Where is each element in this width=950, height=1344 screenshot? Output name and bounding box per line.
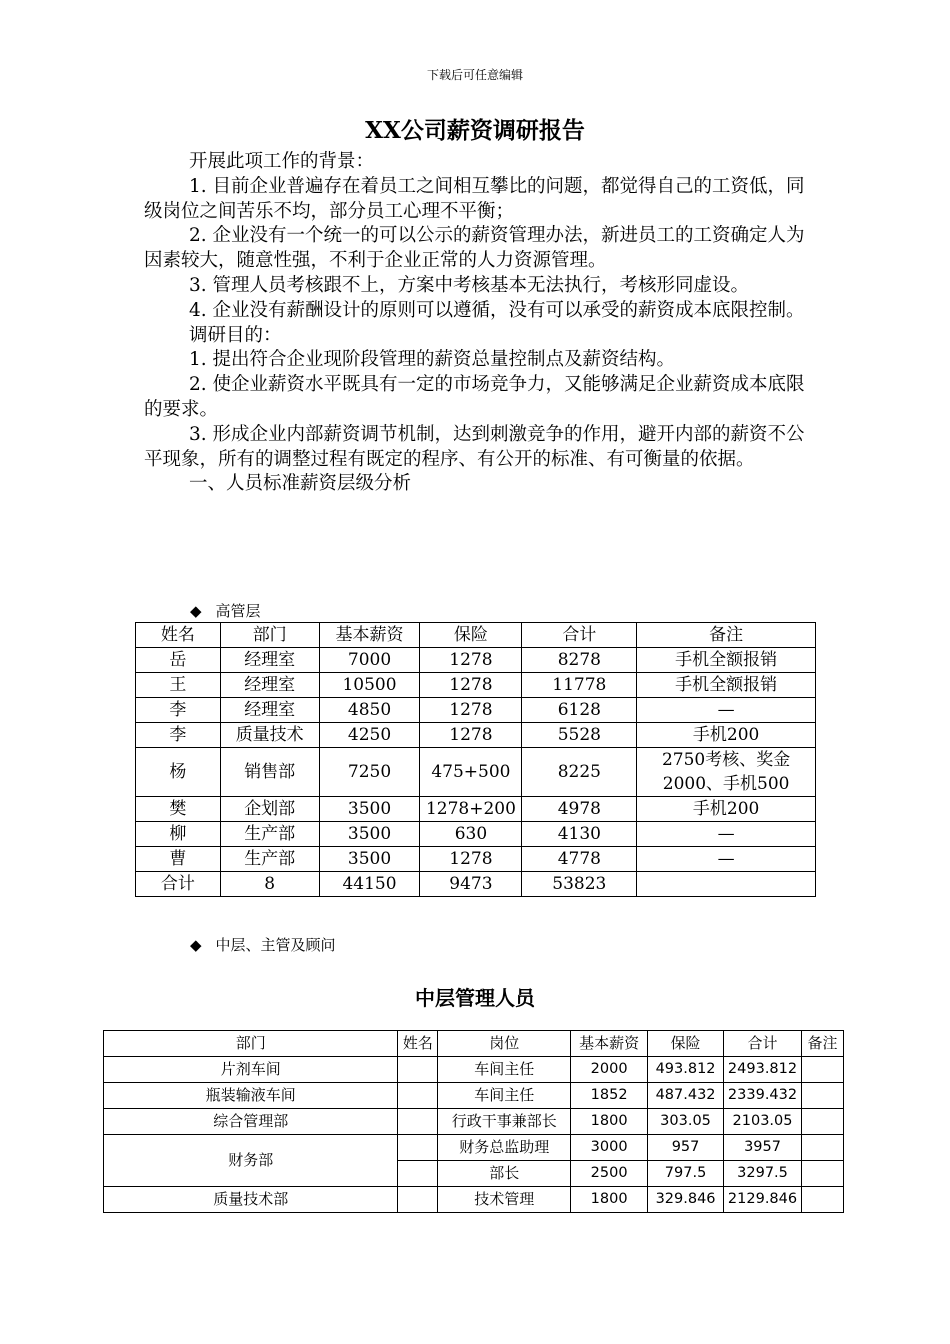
cell-post: 车间主任 [438,1083,571,1109]
cell-base: 1800 [571,1109,648,1135]
cell-dept: 8 [220,872,319,897]
cell-post: 车间主任 [438,1057,571,1083]
cell-total: 2129.846 [724,1187,802,1213]
purpose-item: 3. 形成企业内部薪资调节机制，达到刺激竞争的作用，避开内部的薪资不公平现象，所有的调整过程有既定的程序、有公开的标准、有可衡量的依据。 [144,423,805,470]
middle-salary-table [103,1030,844,1213]
cell-post: 部长 [438,1161,571,1187]
cell-total: 3297.5 [724,1161,802,1187]
table-row [136,648,816,673]
cell-insurance: 1278 [420,648,522,673]
background-heading: 开展此项工作的背景： [189,151,375,172]
table-total-row [136,872,816,897]
cell-dept: 质量技术部 [104,1187,398,1213]
cell-note: 手机全额报销 [637,648,816,673]
table-row [104,1109,844,1135]
header-cell: 备注 [802,1031,844,1057]
bullet-middle [190,934,336,955]
cell-insurance: 1278+200 [420,797,522,822]
cell-base: 10500 [319,673,420,698]
cell-note: 手机200 [637,723,816,748]
cell-name: 合计 [136,872,221,897]
cell-total: 3957 [724,1135,802,1161]
table-row [136,822,816,847]
cell-note [802,1083,844,1109]
cell-base: 1852 [571,1083,648,1109]
header-cell: 合计 [522,623,637,648]
cell-total: 8278 [522,648,637,673]
cell-note: 手机200 [637,797,816,822]
cell-base: 3500 [319,822,420,847]
cell-name [398,1083,438,1109]
cell-base: 3500 [319,797,420,822]
cell-dept: 生产部 [220,847,319,872]
cell-base: 3000 [571,1135,648,1161]
cell-name [398,1161,438,1187]
cell-base: 7000 [319,648,420,673]
cell-dept: 质量技术 [220,723,319,748]
cell-insurance: 1278 [420,698,522,723]
cell-post: 行政干事兼部长 [438,1109,571,1135]
table-header-row [104,1031,844,1057]
background-item: 2. 企业没有一个统一的可以公示的薪资管理办法，新进员工的工资确定人为因素较大，随意性强，不利于企业正常的人力资源管理。 [144,225,805,272]
background-item: 3. 管理人员考核跟不上，方案中考核基本无法执行，考核形同虚设。 [189,274,750,296]
background-item: 4. 企业没有薪酬设计的原则可以遵循，没有可以承受的薪资成本底限控制。 [189,299,805,321]
header-cell: 基本薪资 [571,1031,648,1057]
header-cell: 备注 [637,623,816,648]
cell-note: 手机全额报销 [637,673,816,698]
report-body [144,150,809,497]
cell-insurance: 9473 [420,872,522,897]
cell-dept: 经理室 [220,673,319,698]
cell-post: 技术管理 [438,1187,571,1213]
cell-note [637,872,816,897]
table-row [136,847,816,872]
cell-note [802,1161,844,1187]
cell-insurance: 1278 [420,723,522,748]
header-cell: 基本薪资 [319,623,420,648]
cell-total: 5528 [522,723,637,748]
cell-total: 8225 [522,748,637,797]
cell-total: 11778 [522,673,637,698]
cell-name: 李 [136,723,221,748]
cell-insurance: 329.846 [648,1187,724,1213]
cell-total: 53823 [522,872,637,897]
cell-insurance: 630 [420,822,522,847]
bullet-senior [190,600,261,621]
purpose-heading: 调研目的： [189,324,282,346]
cell-note: 2750考核、奖金2000、手机500 [637,748,816,797]
purpose-item: 2. 使企业薪资水平既具有一定的市场竞争力，又能够满足企业薪资成本底限的要求。 [144,374,805,420]
cell-base: 3500 [319,847,420,872]
cell-note [802,1057,844,1083]
cell-base: 7250 [319,748,420,797]
cell-name [398,1057,438,1083]
cell-dept: 销售部 [220,748,319,797]
diamond-bullet-icon: ◆ [190,602,202,620]
cell-note [802,1135,844,1161]
cell-base: 1800 [571,1187,648,1213]
cell-name: 樊 [136,797,221,822]
cell-post: 财务总监助理 [438,1135,571,1161]
table-row [104,1187,844,1213]
header-cell: 合计 [724,1031,802,1057]
cell-total: 2493.812 [724,1057,802,1083]
cell-insurance: 1278 [420,673,522,698]
header-cell: 姓名 [136,623,221,648]
diamond-bullet-icon: ◆ [190,936,202,954]
table-row [104,1083,844,1109]
table-row [136,723,816,748]
header-cell: 保险 [420,623,522,648]
cell-insurance: 1278 [420,847,522,872]
cell-name [398,1135,438,1161]
table-row [136,673,816,698]
cell-base: 4250 [319,723,420,748]
cell-insurance: 303.05 [648,1109,724,1135]
cell-insurance: 487.432 [648,1083,724,1109]
bullet-label: 中层、主管及顾问 [215,936,336,954]
table-row [104,1057,844,1083]
cell-total: 2339.432 [724,1083,802,1109]
cell-insurance: 493.812 [648,1057,724,1083]
header-cell: 岗位 [438,1031,571,1057]
document-title: XX公司薪资调研报告 [365,117,585,144]
cell-dept: 生产部 [220,822,319,847]
table-row [136,698,816,723]
cell-name: 岳 [136,648,221,673]
cell-dept: 瓶装输液车间 [104,1083,398,1109]
cell-total: 6128 [522,698,637,723]
cell-insurance: 797.5 [648,1161,724,1187]
cell-dept: 企划部 [220,797,319,822]
cell-dept: 经理室 [220,698,319,723]
cell-name: 曹 [136,847,221,872]
cell-total: 2103.05 [724,1109,802,1135]
cell-base: 2500 [571,1161,648,1187]
cell-note [802,1109,844,1135]
header-note: 下载后可任意编辑 [426,68,523,82]
cell-base: 4850 [319,698,420,723]
cell-name: 王 [136,673,221,698]
cell-name: 柳 [136,822,221,847]
cell-dept: 综合管理部 [104,1109,398,1135]
header-cell: 姓名 [398,1031,438,1057]
cell-name: 杨 [136,748,221,797]
cell-insurance: 957 [648,1135,724,1161]
cell-name: 李 [136,698,221,723]
table-row [136,748,816,797]
cell-name [398,1109,438,1135]
table-header-row [136,623,816,648]
header-cell: 部门 [220,623,319,648]
cell-note: — [637,822,816,847]
cell-base: 2000 [571,1057,648,1083]
cell-note: — [637,698,816,723]
purpose-item: 1. 提出符合企业现阶段管理的薪资总量控制点及薪资结构。 [189,349,676,371]
cell-note [802,1187,844,1213]
bullet-label: 高管层 [215,602,261,620]
cell-total: 4978 [522,797,637,822]
middle-table-title: 中层管理人员 [415,986,535,1010]
background-item: 1. 目前企业普遍存在着员工之间相互攀比的问题，都觉得自己的工资低，同级岗位之间苦乐不均，部分员工心理不平衡； [144,175,805,222]
cell-note: — [637,847,816,872]
cell-dept: 经理室 [220,648,319,673]
header-cell: 保险 [648,1031,724,1057]
cell-insurance: 475+500 [420,748,522,797]
cell-name [398,1187,438,1213]
senior-salary-table [135,622,816,897]
cell-dept: 片剂车间 [104,1057,398,1083]
header-cell: 部门 [104,1031,398,1057]
cell-total: 4778 [522,847,637,872]
cell-dept: 财务部 [104,1135,398,1187]
table-row [104,1135,844,1161]
cell-total: 4130 [522,822,637,847]
section-heading: 一、人员标准薪资层级分析 [189,473,412,495]
cell-base: 44150 [319,872,420,897]
table-row [136,797,816,822]
